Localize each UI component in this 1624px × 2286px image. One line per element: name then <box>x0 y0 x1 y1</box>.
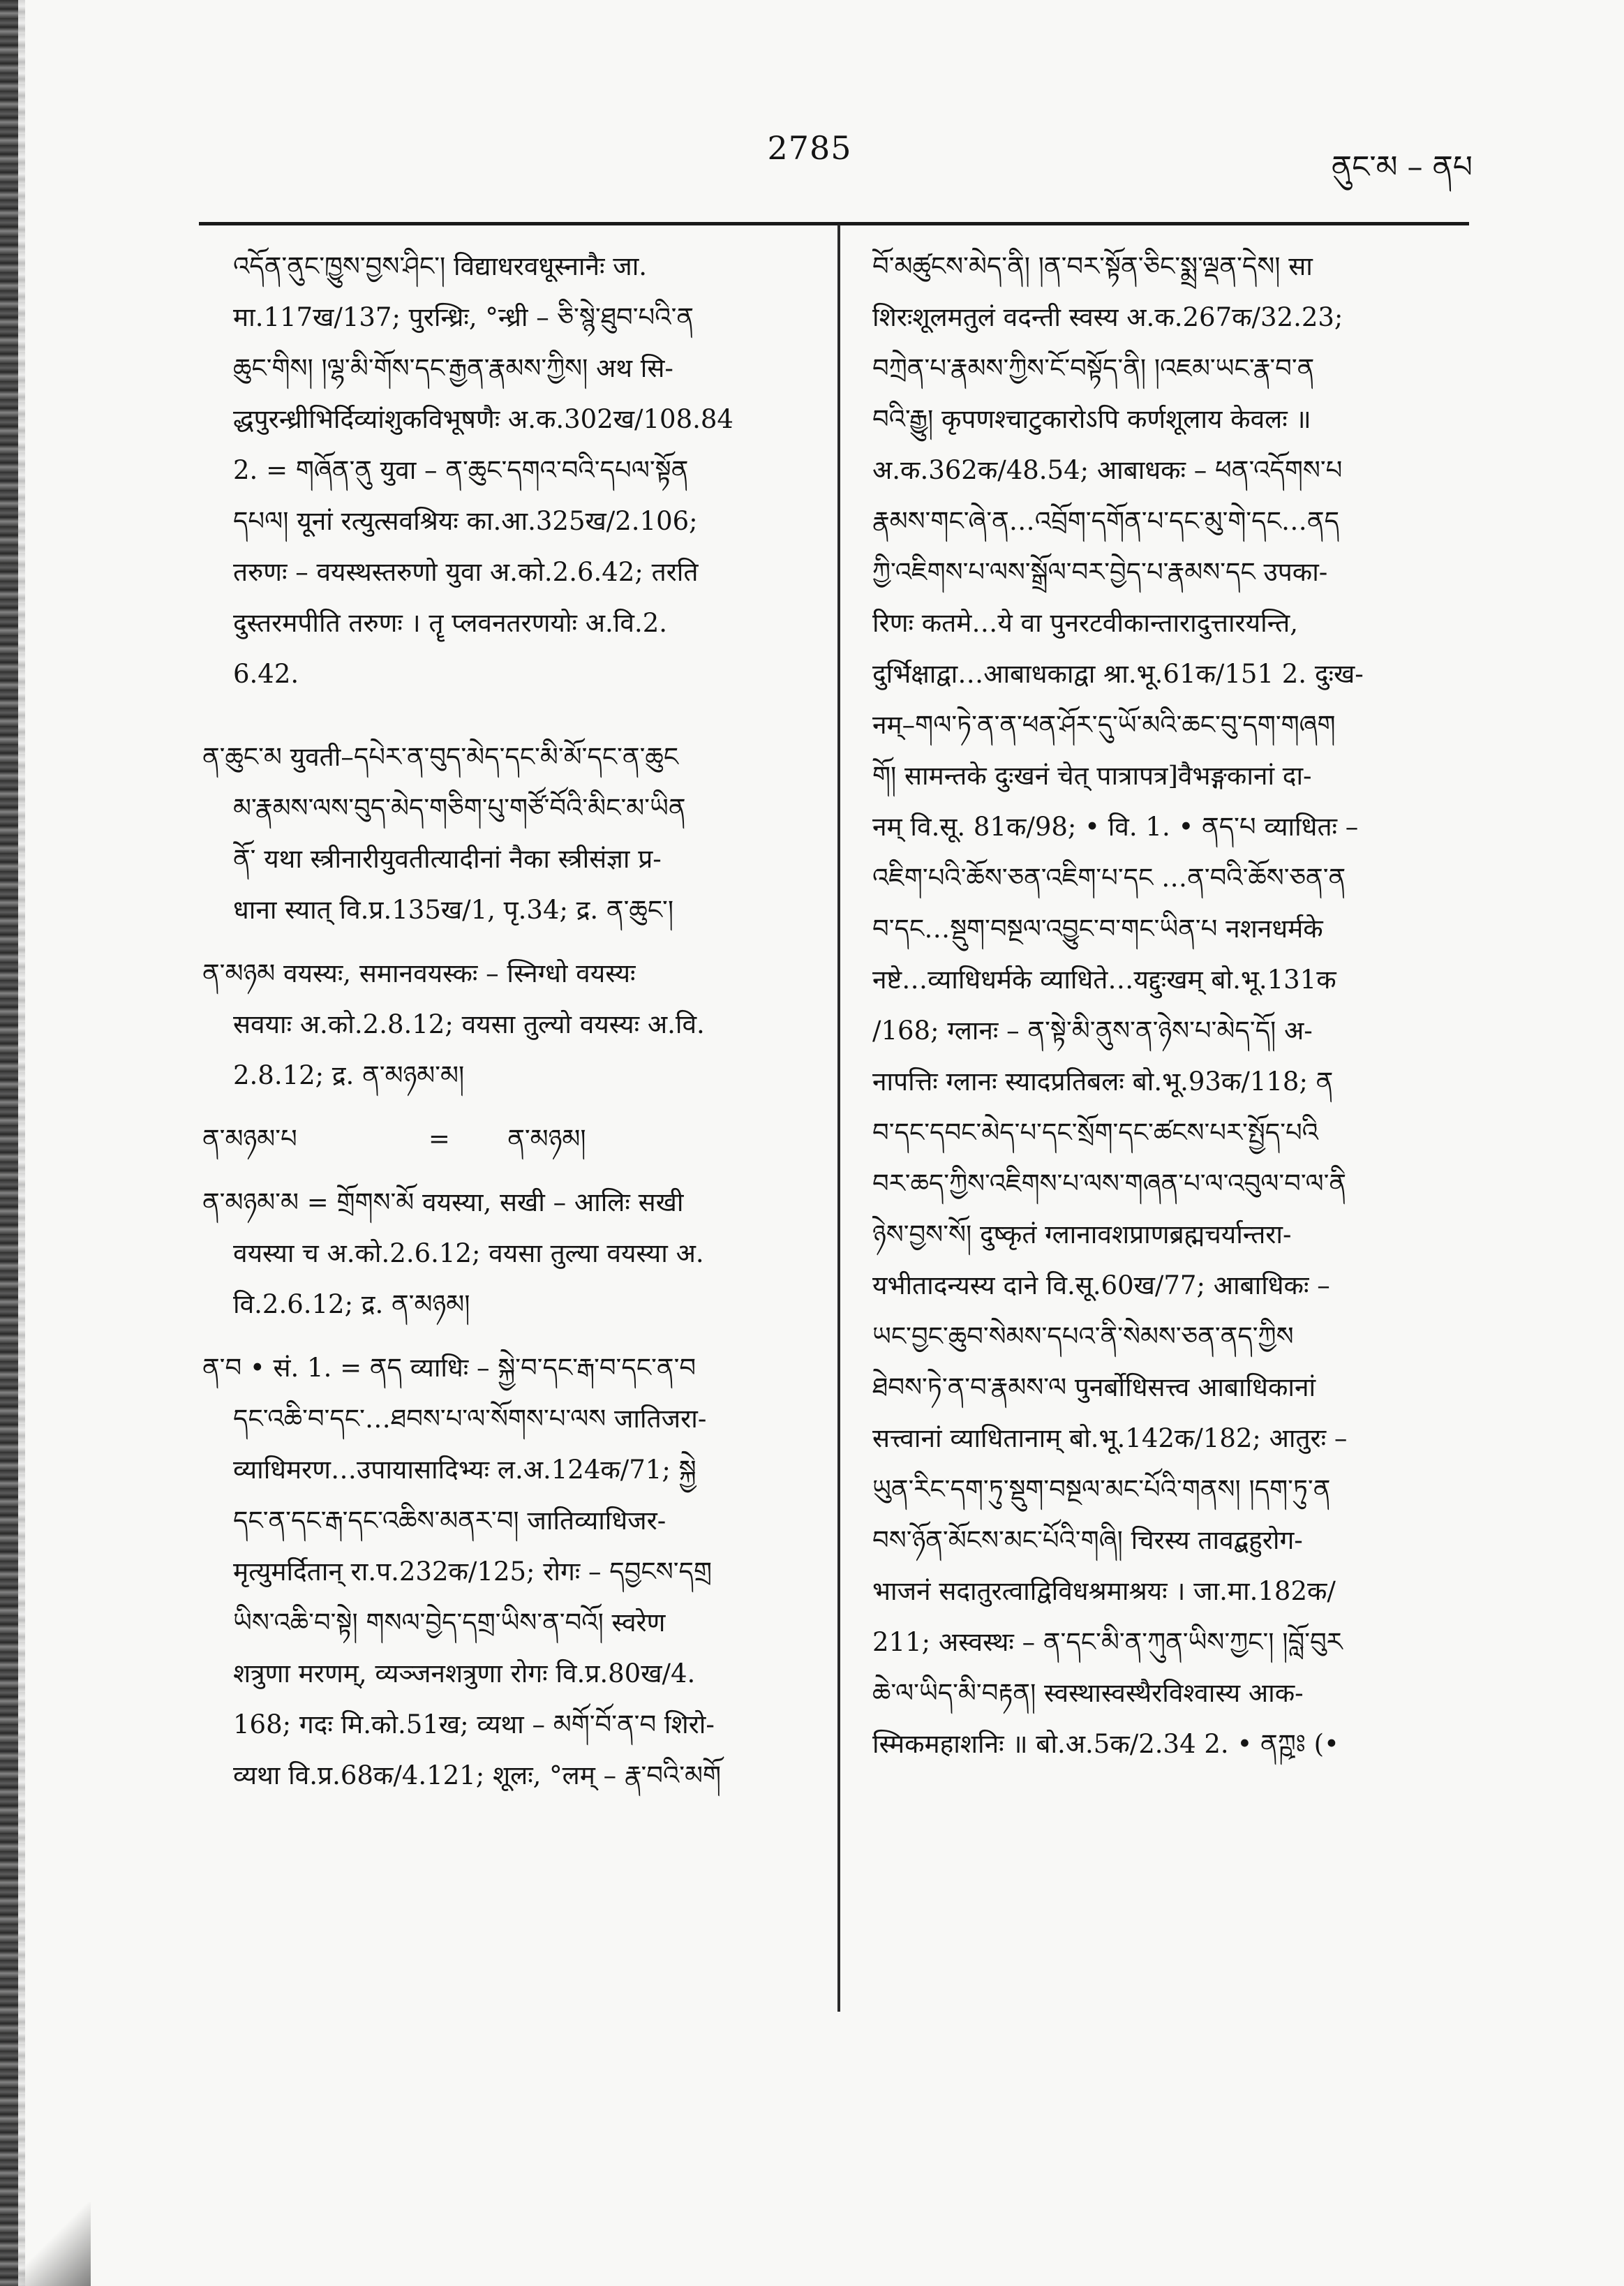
text-line: 211; अस्वस्थः – ན་དང་མི་ན་ཀུན་ཡིས་ཀྱང་། །བློ་བུར <box>872 1627 1343 1657</box>
running-head: ནུང་མ – ནཔ <box>1331 149 1473 185</box>
text-line: व्यथा वि.प्र.68क/4.121; शूलः, °लम् – རྣ་བའི་མགོ <box>233 1760 722 1790</box>
text-line: स्मिकमहाशनिः ॥ बो.अ.5क/2.34 2. • ནཀྵཿ (• <box>872 1729 1339 1759</box>
page-number: 2785 <box>767 129 852 167</box>
entry-na-mnyam <box>202 948 804 1101</box>
text-line: द्धपुरन्ध्रीभिर्दिव्यांशुकविभूषणैः अ.क.302ख/108.84 <box>233 404 733 434</box>
text-line: དཔལ། यूनां रत्युत्सवश्रियः का.आ.325ख/2.106; <box>233 506 698 536</box>
headword-line: ན་བ • सं. 1. = ནད व्याधिः – སྐྱེ་བ་དང་རྒ་བ་དང་ན་བ <box>202 1353 696 1383</box>
text-line: ཐེབས་ཏེ་ན་བ་རྣམས་ལ पुनर्बोधिसत्त्व आबाधिकानां <box>872 1372 1316 1402</box>
text-line: 168; गदः मि.को.51ख; व्यथा – མགོ་བོ་ན་བ शिरो- <box>233 1709 715 1739</box>
entry-na-mnyam-ma <box>202 1177 804 1330</box>
text-line: व्याधिमरण…उपायासादिभ्यः ल.अ.124क/71; སྐྱེ <box>233 1455 696 1485</box>
text-line: མ་རྣམས་ལས་བུད་མེད་གཅིག་པུ་གཙོ་བོའི་མིང་མ་ཡིན <box>233 793 686 823</box>
text-line: 2. = གཞོན་ནུ युवा – ན་ཆུང་དགའ་བའི་དཔལ་སྟོན <box>233 455 689 485</box>
text-line: वि.2.6.12; द्र. ན་མཉམ། <box>233 1289 470 1319</box>
text-line: དང་ན་དང་རྒ་དང་འཆིས་མནར་བ། जातिव्याधिजर- <box>233 1506 666 1536</box>
text-line: वयस्या च अ.को.2.6.12; वयसा तुल्या वयस्या अ. <box>233 1238 704 1268</box>
text-line: གོ། सामन्तके दुःखनं चेत् पात्रापत्र]वैभङ्गकानां दा- <box>872 761 1312 791</box>
text-line: འཇིག་པའི་ཆོས་ཅན་འཇིག་པ་དང …ན་བའི་ཆོས་ཅན་ན <box>872 863 1346 893</box>
text-line: सवयाः अ.को.2.8.12; वयसा तुल्यो वयस्यः अ.वि. <box>233 1009 705 1039</box>
text-line: 2.8.12; द्र. ན་མཉམ་མ། <box>233 1060 465 1090</box>
text-line: ཆུང་གིས། །ལྷ་མི་གོས་དང་རྒྱན་རྣམས་ཀྱིས། अथ सि- <box>233 353 673 383</box>
text-line: नापत्तिः ग्लानः स्यादप्रतिबलः बो.भू.93क/118; ན <box>872 1067 1334 1097</box>
text-line: दुस्तरमपीति तरुणः । तॄ प्लवनतरणयोः अ.वि.2. <box>233 608 668 638</box>
header-rule <box>199 222 1469 225</box>
left-column <box>202 241 804 1813</box>
text-line: सत्त्वानां व्याधितानाम् बो.भू.142क/182; आतुरः – <box>872 1423 1348 1453</box>
text-line: नष्टे…व्याधिधर्मके व्याधिते…यद्दुःखम् बो.भू.131क <box>872 965 1336 995</box>
text-line: ནོ་ यथा स्त्रीनारीयुवतीत्यादीनां नैका स्त्रीसंज्ञा प्र- <box>233 844 662 874</box>
text-line: भाजनं सदातुरत्वाद्विविधश्रमाश्रयः । जा.मा.182क/ <box>872 1576 1336 1606</box>
text-line: བ་དང…སྡུག་བསྔལ་འབྱུང་བ་གང་ཡིན་པ नशनधर्मके <box>872 914 1323 944</box>
text-line: བའི་རྒྱུ། कृपणश्चाटुकारोऽपि कर्णशूलाय केवलः ॥ <box>872 404 1311 434</box>
text-line: मृत्युमर्दितान् रा.प.232क/125; रोगः – དབྱངས་དགྲ <box>233 1557 712 1587</box>
headword-line: ན་མཉམ वयस्यः, समानवयस्कः – स्निग्धो वयस्यः <box>202 958 636 988</box>
text-line: 6.42. <box>233 659 299 689</box>
text-line: दुर्भिक्षाद्वा…आबाधकाद्वा श्रा.भू.61क/151 2. दुःख- <box>872 659 1364 689</box>
scan-binding-shadow <box>18 0 25 2286</box>
text-line: अ.क.362क/48.54; आबाधकः – ཕན་འདོགས་པ <box>872 455 1343 485</box>
headword-line: ན་མཉམ་པ = ན་མཉམ། <box>202 1124 586 1154</box>
text-line: བོ་མཚུངས་མེད་ནི། །ན་བར་སྟོན་ཅིང་སྨྲ་ལྡན་དེས། सा <box>872 251 1313 281</box>
scan-binding-edge <box>0 0 18 2286</box>
text-line: ཡིས་འཆི་བ་སྟེ། གསལ་བྱེད་དགྲ་ཡིས་ན་བའོ། स्वरेण <box>233 1608 666 1638</box>
text-line: ཆེ་ལ་ཡིད་མི་བརྟན། स्वस्थास्वस्थैरविश्वास्य आक- <box>872 1678 1304 1708</box>
text-line: ཀྱི་འཇིགས་པ་ལས་སྒྲོལ་བར་བྱེད་པ་རྣམས་དང उपका- <box>872 557 1328 587</box>
entry-continuation-right <box>872 241 1473 1769</box>
headword-line: ན་ཆུང་མ युवती–དཔེར་ན་བུད་མེད་དང་མི་མོ་དང་ན་ཆུང <box>202 742 679 772</box>
text-line: धाना स्यात् वि.प्र.135ख/1, पृ.34; द्र. ན་ཆུང་། <box>233 895 674 925</box>
entry-na-chung-ma <box>202 732 804 935</box>
text-line: བཀྲེན་པ་རྣམས་ཀྱིས་ངོ་བསྟོད་ནི། །འཇམ་ཡང་རྣ་བ་ན <box>872 353 1315 383</box>
text-line: नम् वि.सू. 81क/98; • वि. 1. • ནད་པ व्याधितः – <box>872 812 1359 842</box>
text-line: यभीतादन्यस्य दाने वि.सू.60ख/77; आबाधिकः – <box>872 1270 1330 1300</box>
entry-na-ba <box>202 1342 804 1801</box>
text-line: शिरःशूलमतुलं वदन्ती स्वस्य अ.क.267क/32.23; <box>872 302 1343 332</box>
text-line: བ་དང་དབང་མེད་པ་དང་སྲོག་དང་ཚངས་པར་སྤྱོད་པའི <box>872 1118 1318 1148</box>
text-line: नम्–གལ་ཏེ་ན་ན་ཕན་ཤོར་དུ་ཡོ་མའི་ཆང་བུ་དག་གཞག <box>872 710 1336 740</box>
text-line: ཡང་བྱང་ཆུབ་སེམས་དཔའ་ནི་སེམས་ཅན་ནད་ཀྱིས <box>872 1321 1294 1351</box>
text-line: मा.117ख/137; पुरन्ध्रिः, °न्ध्री – ཅི་སྙེ་ཐུབ་པའི་ན <box>233 302 694 332</box>
text-line: ཡུན་རིང་དག་ཏུ་སྡུག་བསྔལ་མང་པོའི་གནས། །དག་ཏུ་ན <box>872 1474 1331 1504</box>
text-line: དང་འཆི་བ་དང་…ཐབས་པ་ལ་སོགས་པ་ལས जातिजरा- <box>233 1404 707 1434</box>
text-line: འདོན་ནུང་ཁྱུས་བྱས་ཤིང༌། विद्याधरवधूस्नानैः जा. <box>233 251 648 281</box>
text-line: རྣམས་གང་ཞེ་ན…འབྲོག་དགོན་པ་དང་མུ་གེ་དང…ནད <box>872 506 1340 536</box>
text-line: शत्रुणा मरणम्, व्यञ्जनशत्रुणा रोगः वि.प्र.80ख/4. <box>233 1658 696 1688</box>
scan-corner-shadow <box>0 2202 91 2286</box>
text-line: བར་ཆད་ཀྱིས་འཇིགས་པ་ལས་གཞན་པ་ལ་འབུལ་བ་ལ་ནི <box>872 1168 1347 1198</box>
entry-na-mnyam-pa <box>202 1113 804 1164</box>
headword-line: ན་མཉམ་མ = གྲོགས་མོ वयस्या, सखी – आलिः सखी <box>202 1187 684 1217</box>
text-line: བས་ཉོན་མོངས་མང་པོའི་གཞི། चिरस्य तावद्बहुरोग- <box>872 1525 1303 1555</box>
text-line: /168; ग्लानः – ན་སྟེ་མི་ནུས་ན་ཉེས་པ་མེད་དོ། अ- <box>872 1016 1313 1046</box>
text-line: ཉེས་བྱས་སོ། दुष्कृतं ग्लानावशप्राणब्रह्मचर्यान्तरा- <box>872 1219 1292 1249</box>
entry-continuation-left <box>202 241 804 699</box>
text-line: तरुणः – वयस्थस्तरुणो युवा अ.को.2.6.42; तरति <box>233 557 699 587</box>
text-line: रिणः कतमे…ये वा पुनरटवीकान्तारादुत्तारयन्ति, <box>872 608 1298 638</box>
right-column <box>872 241 1473 1782</box>
column-divider <box>837 225 840 2012</box>
